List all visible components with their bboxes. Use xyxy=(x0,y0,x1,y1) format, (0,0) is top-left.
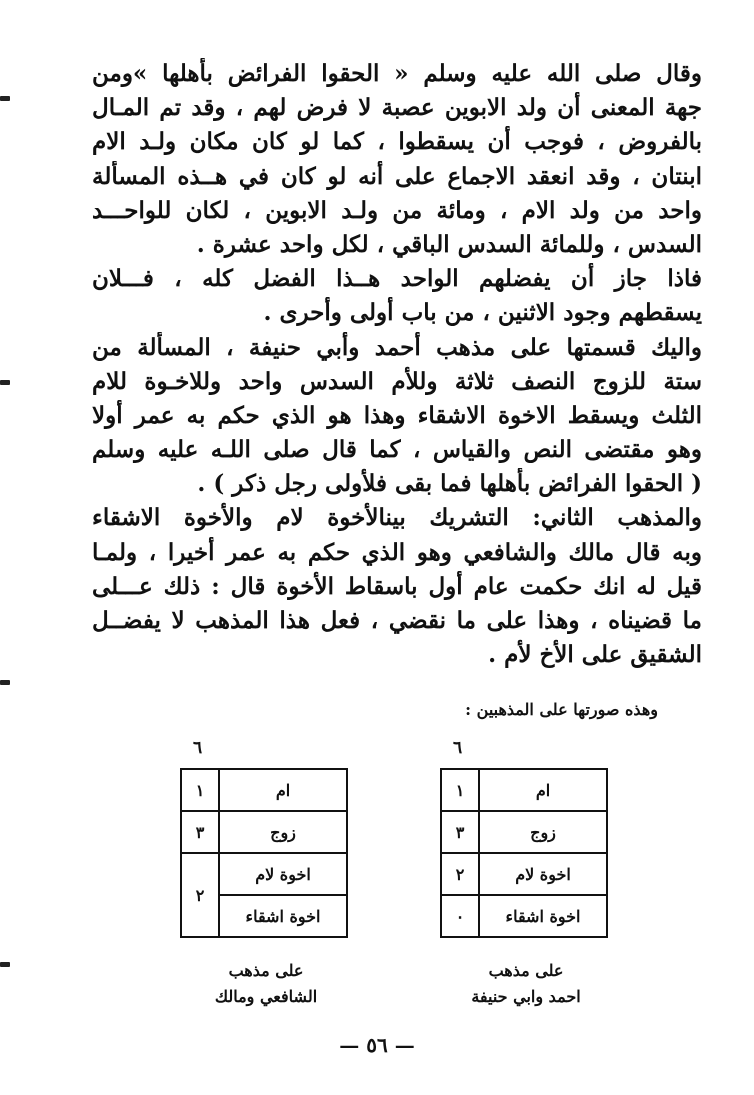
text-line: فاذا جاز أن يفضلهم الواحد هــذا الفضل كله ، فـــلان xyxy=(92,265,702,293)
right-distribution-table xyxy=(440,768,608,938)
share-cell-merged: ٢ xyxy=(181,853,219,937)
table-row xyxy=(441,769,607,811)
text-line: وبه قال مالك والشافعي وهو الذي حكم به عمر أخيرا ، ولمـا xyxy=(92,538,702,566)
right-table-total: ٦ xyxy=(453,738,463,758)
heir-cell: اخوة اشقاء xyxy=(479,895,607,937)
right-caption-line2: احمد وابي حنيفة xyxy=(471,986,581,1006)
right-caption-line1: على مذهب xyxy=(488,961,564,980)
scan-edge-mark xyxy=(0,680,10,685)
heir-cell: اخوة لام xyxy=(479,853,607,895)
share-cell: ١ xyxy=(181,769,219,811)
page-number: — ٥٦ — xyxy=(339,1033,415,1057)
text-line: ما قضيناه ، وهذا على ما نقضي ، فعل هذا المذهب لا يفضــل xyxy=(92,607,702,634)
heir-cell: زوج xyxy=(479,811,607,853)
left-table-caption xyxy=(186,958,346,1009)
scan-edge-mark xyxy=(0,380,10,385)
text-line: والمذهب الثاني: التشريك بينالأخوة لام والأخوة الاشقاء xyxy=(92,504,702,532)
heir-cell: اخوة لام xyxy=(219,853,347,895)
heir-cell: اخوة اشقاء xyxy=(219,895,347,937)
text-line: واليك قسمتها على مذهب أحمد وأبي حنيفة ، المسألة من xyxy=(92,333,702,361)
heir-cell: زوج xyxy=(219,811,347,853)
text-line: قيل له انك حكمت عام أول باسقاط الأخوة قال : ذلك عـــلى xyxy=(92,572,702,600)
share-cell: ٢ xyxy=(441,853,479,895)
text-line: جهة المعنى أن ولد الابوين عصبة لا فرض لهم ، وقد تم المـال xyxy=(92,94,702,122)
table-row xyxy=(181,811,347,853)
text-line: وهو مقتضى النص والقياس ، كما قال صلى اللـه عليه وسلم xyxy=(92,436,702,464)
left-table-total: ٦ xyxy=(193,738,203,758)
text-line: ستة للزوج النصف ثلاثة وللأم السدس واحد وللاخـوة للام xyxy=(92,367,702,395)
text-line: ابنتان ، وقد انعقد الاجماع على أنه لو كان في هــذه المسألة xyxy=(92,162,702,190)
heir-cell: ام xyxy=(219,769,347,811)
text-line: السدس ، وللمائة السدس الباقي ، لكل واحد عشرة . xyxy=(196,230,702,258)
text-line: الشقيق على الأخ لأم . xyxy=(488,641,702,669)
text-line: الثلث ويسقط الاخوة الاشقاء وهذا هو الذي حكم به عمر أولا xyxy=(92,401,702,429)
right-table-caption xyxy=(446,958,606,1009)
body-text xyxy=(92,58,702,673)
scan-edge-mark xyxy=(0,962,10,967)
table-row xyxy=(441,853,607,895)
text-line: وقال صلى الله عليه وسلم « الحقوا الفرائض بأهلها »ومن xyxy=(92,60,702,87)
text-line: واحد من ولد الام ، ومائة من ولـد الابوين ، لكان للواحـــد xyxy=(92,196,702,224)
scan-edge-mark xyxy=(0,96,10,101)
text-line: بالفروض ، فوجب أن يسقطوا ، كما لو كان مكان ولـد الام xyxy=(92,128,702,156)
share-cell: ٣ xyxy=(441,811,479,853)
heir-cell: ام xyxy=(479,769,607,811)
left-caption-line1: على مذهب xyxy=(228,961,304,980)
table-row xyxy=(441,895,607,937)
share-cell: ٣ xyxy=(181,811,219,853)
text-line: يسقطهم وجود الاثنين ، من باب أولى وأحرى . xyxy=(263,299,702,327)
left-distribution-table xyxy=(180,768,348,938)
share-cell: ٠ xyxy=(441,895,479,937)
text-line: ( الحقوا الفرائض بأهلها فما بقى فلأولى رجل ذكر ) . xyxy=(197,470,702,498)
tables-caption: وهذه صورتها على المذهبين : xyxy=(465,700,658,719)
table-row xyxy=(181,769,347,811)
table-row xyxy=(441,811,607,853)
left-caption-line2: الشافعي ومالك xyxy=(214,986,318,1006)
table-row xyxy=(181,853,347,895)
share-cell: ١ xyxy=(441,769,479,811)
